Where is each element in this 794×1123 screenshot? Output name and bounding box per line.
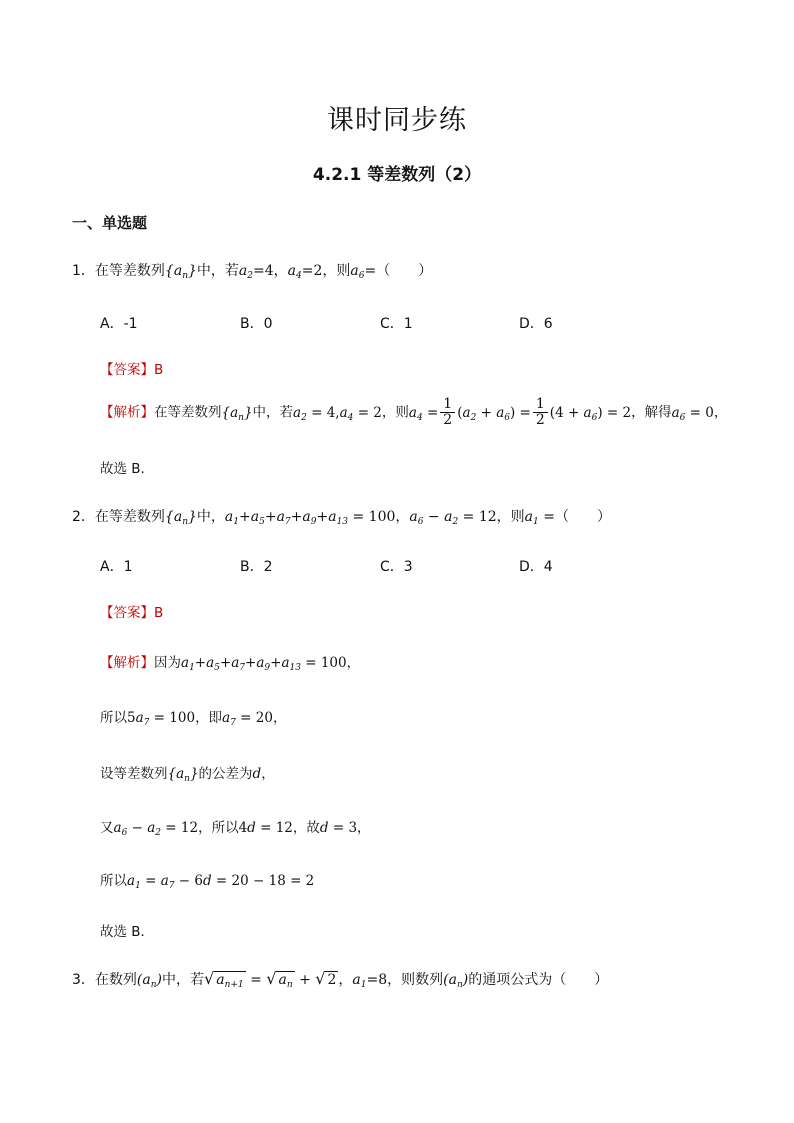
question-2-conclusion: 故选 B． xyxy=(100,924,155,940)
question-2-option-b: B．2 xyxy=(240,559,273,575)
question-2-analysis-line-1: 【解析】因为$a_1+a_5+a_7+a_9+a_{13} = 100$， xyxy=(100,655,361,673)
question-2-analysis-line-5: 所以$a_1 = a_7 - 6d = 20 - 18 = 2$ xyxy=(100,873,315,891)
question-2-answer: 【答案】B xyxy=(100,605,164,621)
section-heading: 一、单选题 xyxy=(72,214,148,232)
question-1-conclusion: 故选 B. xyxy=(100,461,145,477)
lesson-subtitle: 4.2.1 等差数列（2） xyxy=(312,165,482,185)
question-2-option-c: C．3 xyxy=(380,559,413,575)
question-2-stem: 2．在等差数列$\{a_n\}$中，$a_1+a_5+a_7+a_9+a_{13} = 100$，$a_6 - a_2 = 12$，则$a_1$ =（ ） xyxy=(72,509,611,527)
question-2-analysis-line-2: 所以$5a_7 = 100$，即$a_7 = 20$， xyxy=(100,710,287,728)
question-1-option-d: D．6 xyxy=(519,316,553,332)
question-1-answer: 【答案】B xyxy=(100,362,164,378)
question-1-analysis: 【解析】在等差数列$\{a_n\}$中，若$a_2 = 4,a_4 = 2$，则$a_4$ = $\frac{1}{2}$ $(a_2 + a_6)$ = $\frac{1}{2}$ $(4 + a_6) = 2$，解得$a_6 = 0$， xyxy=(100,396,728,428)
question-2-analysis-line-4: 又$a_6 - a_2 = 12$，所以4d = 12，故d = 3， xyxy=(100,820,371,838)
question-1-option-c: C．1 xyxy=(380,316,413,332)
question-2-analysis-line-3: 设等差数列$\{a_n\}$的公差为d， xyxy=(100,766,275,784)
question-3-stem: 3．在数列$(a_n)$中，若√ $a_{n+1}$ = √ $a_n$ + √ 2 ，$a_1=8$，则数列$(a_n)$的通项公式为（ ） xyxy=(72,969,609,990)
question-1-option-a: A．-1 xyxy=(100,316,138,332)
question-2-option-d: D．4 xyxy=(519,559,553,575)
question-2-option-a: A．1 xyxy=(100,559,133,575)
question-1-stem: 1．在等差数列$\{a_n\}$中，若$a_2=4$，$a_4=2$，则$a_6=$（ ） xyxy=(72,263,433,281)
question-1-option-b: B．0 xyxy=(240,316,273,332)
page-title: 课时同步练 xyxy=(327,105,467,136)
